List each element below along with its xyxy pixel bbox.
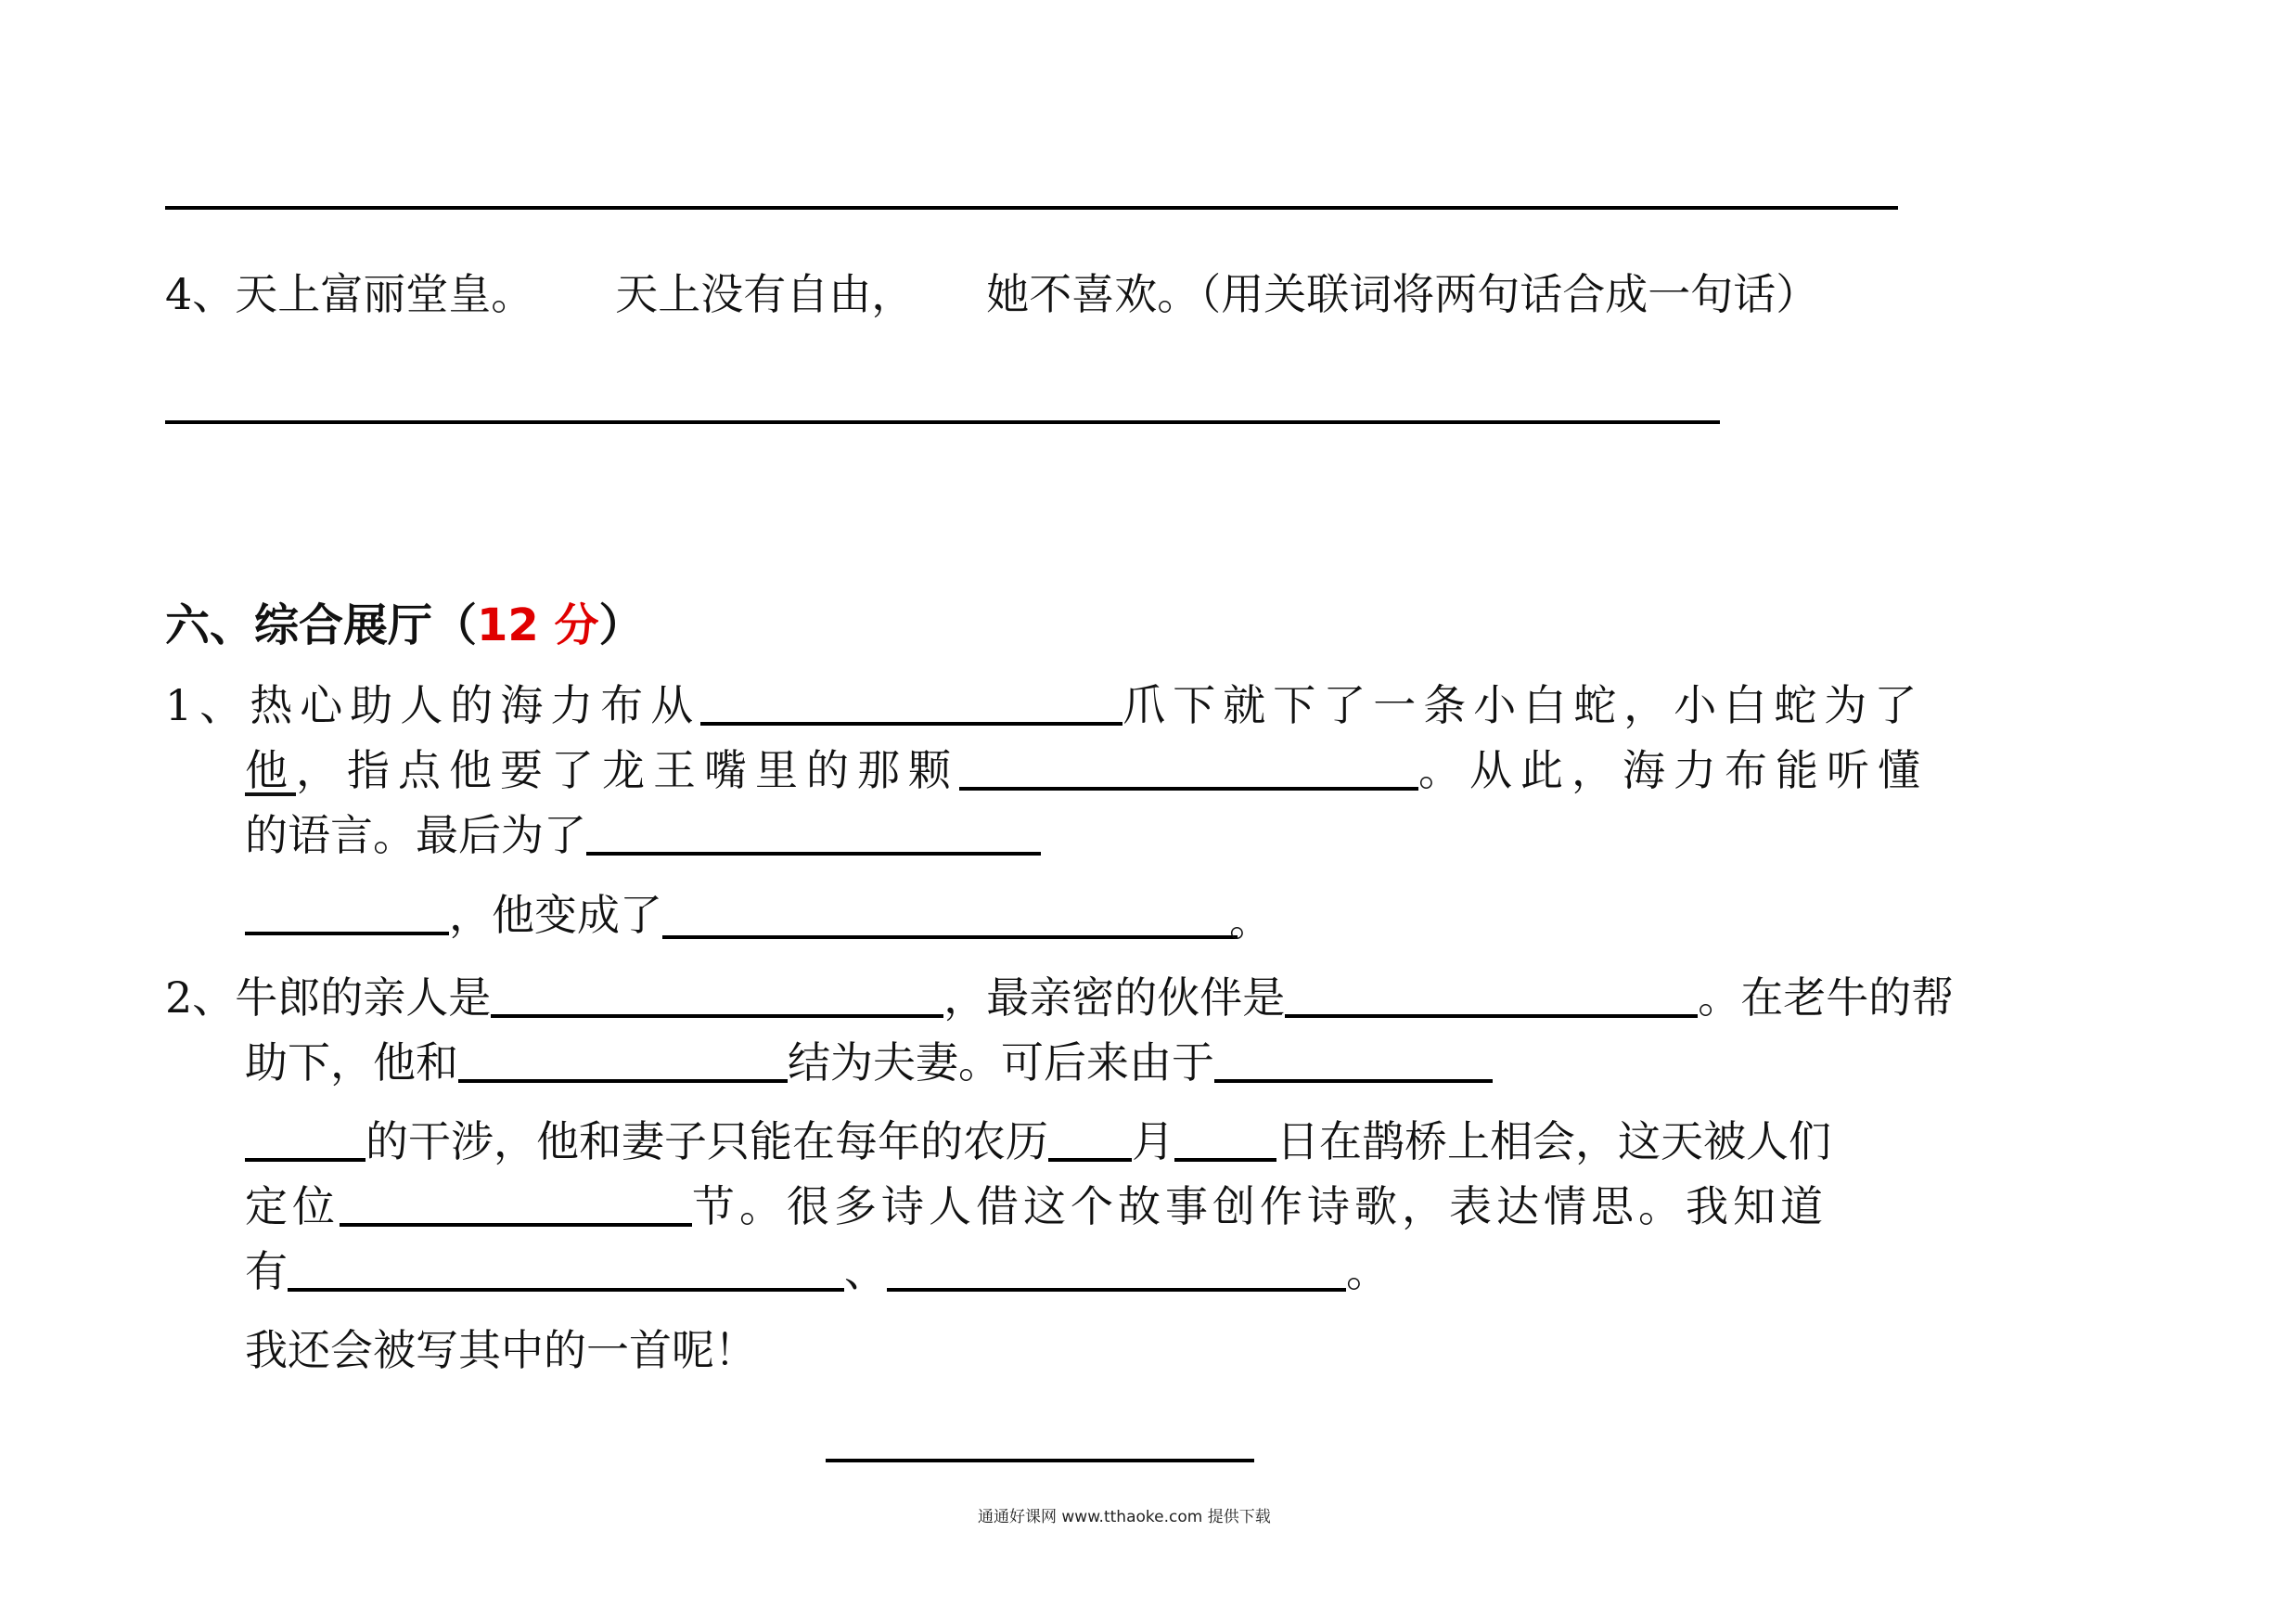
item-2-line-3: [245, 1114, 1831, 1169]
item-2-line-4: [245, 1178, 1828, 1234]
item-2-text: 定位: [245, 1181, 340, 1231]
item-1-text: 的语言。最后为了: [245, 810, 586, 860]
item-2-text: 助下，他和: [245, 1037, 458, 1088]
item-2-blank-day[interactable]: [1174, 1115, 1276, 1162]
item-2-line-5: [245, 1243, 1389, 1299]
item-2-blank-5[interactable]: [245, 1115, 366, 1162]
section-6-close: ）: [598, 599, 644, 651]
item-2-text: ，最亲密的伙伴是: [943, 972, 1286, 1023]
q4-number: 4、: [165, 269, 236, 319]
q4-sentence-2: 天上没有自由，: [615, 269, 915, 319]
item-1-blank-1[interactable]: [700, 679, 1122, 726]
item-2-line-1: [165, 970, 1954, 1025]
item-2-text: 牛郎的亲人是: [235, 972, 492, 1023]
item-2-blank-month[interactable]: [1048, 1115, 1132, 1162]
item-2-text: 我还会被写其中的一首呢！: [245, 1325, 757, 1375]
answer-line-poem[interactable]: [826, 1459, 1254, 1462]
q4-sentence-1: 天上富丽堂皇。: [235, 269, 534, 319]
item-1-blank-5[interactable]: [662, 893, 1272, 946]
q4-sentence-3: 她不喜欢。: [986, 269, 1200, 319]
item-2-blank-3[interactable]: [458, 1036, 788, 1083]
footer-credit: 通通好课网 www.tthaoke.com 提供下载: [978, 1508, 1271, 1526]
answer-line-q4[interactable]: [165, 420, 1720, 424]
item-1-number: 1、: [165, 680, 250, 730]
item-1-text: ，指点他要了龙王嘴里的那颗: [296, 745, 959, 795]
item-2-blank-poem-1[interactable]: [288, 1245, 844, 1292]
item-2-text: 节。很多诗人借这个故事创作诗歌，表达情思。我知道: [692, 1181, 1828, 1231]
section-6-heading: [165, 598, 644, 653]
item-2-text: 有: [245, 1246, 288, 1296]
item-2-line-6: [245, 1322, 757, 1378]
item-1-line-3: [245, 807, 1041, 863]
item-2-text: 日在鹊桥上相会，这天被人们: [1276, 1116, 1831, 1166]
item-1-text: ，他变成了: [449, 890, 662, 940]
item-1-text: 爪下就下了一条小白蛇，小白蛇为了: [1122, 680, 1925, 730]
item-2-blank-2[interactable]: [1285, 972, 1698, 1018]
item-2-text: 。在老牛的帮: [1698, 972, 1955, 1023]
item-1-line-1: [165, 677, 1924, 733]
item-2-text: 结为夫妻。可后来由于: [788, 1037, 1214, 1088]
item-2-text: 月: [1132, 1116, 1174, 1166]
item-1-period: 。: [1229, 895, 1272, 946]
item-2-line-2: [245, 1035, 1493, 1090]
item-2-blank-poem-2[interactable]: [887, 1245, 1346, 1292]
section-6-title: 六、综合展厅（: [165, 599, 478, 651]
item-1-text: 。从此，海力布能听懂: [1418, 745, 1929, 795]
item-1-underlined-word: 他: [245, 745, 296, 795]
item-2-blank-4[interactable]: [1214, 1036, 1493, 1083]
question-4: [165, 266, 1818, 322]
item-1-blank-4[interactable]: [245, 889, 449, 935]
item-2-number: 2、: [165, 972, 236, 1023]
item-2-blank-1[interactable]: [491, 972, 943, 1018]
item-1-blank-2[interactable]: [959, 744, 1418, 791]
item-1-blank-3[interactable]: [586, 809, 1041, 856]
q4-instruction: （用关联词将两句话合成一句话）: [1199, 269, 1819, 319]
item-2-text: 的干涉，他和妻子只能在每年的农历: [366, 1116, 1048, 1166]
item-1-text: 热心助人的海力布从: [250, 680, 701, 730]
item-2-text: 、: [844, 1246, 887, 1296]
item-1-line-2: [245, 742, 1929, 798]
item-2-blank-festival[interactable]: [340, 1180, 692, 1227]
section-6-score: 12 分: [477, 599, 599, 651]
item-1-line-4: [245, 887, 1272, 946]
item-2-text: 。: [1346, 1246, 1389, 1296]
answer-line-q3[interactable]: [165, 206, 1898, 210]
